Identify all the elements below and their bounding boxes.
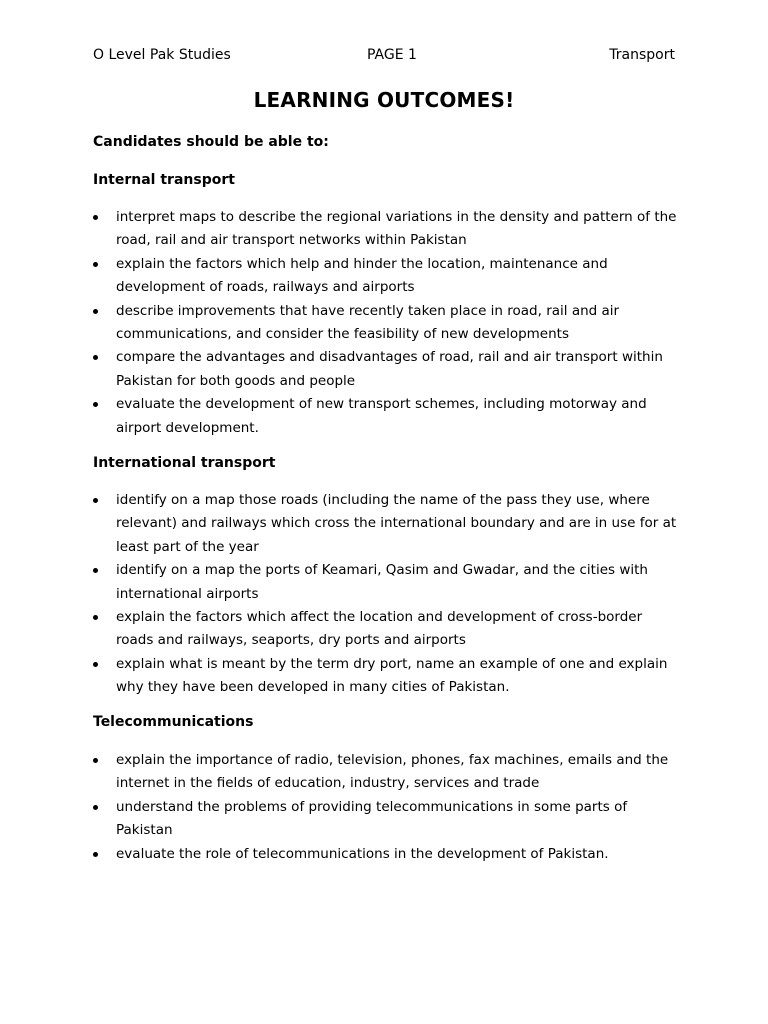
list-item-text: explain what is meant by the term dry port, name an example of one and explain why they have been developed in many cities of Pakistan.: [116, 655, 668, 696]
list-item-text: explain the importance of radio, television, phones, fax machines, emails and the internet in the fields of education, industry, services and trade: [116, 752, 669, 792]
telecommunications-list: [93, 749, 683, 866]
bullet-icon: [93, 402, 98, 407]
bullet-icon: [93, 498, 98, 503]
section-heading-international-transport: International transport: [93, 455, 276, 471]
section-heading-internal-transport: Internal transport: [93, 172, 235, 188]
list-item: [93, 843, 683, 866]
list-item: [93, 653, 683, 700]
list-item: [93, 606, 683, 653]
header-page-number: PAGE 1: [367, 47, 417, 63]
list-item: [93, 796, 683, 843]
list-item: [93, 346, 683, 393]
page-title: LEARNING OUTCOMES!: [253, 88, 515, 112]
list-item: [93, 253, 683, 300]
page-header: [93, 47, 675, 67]
list-item: [93, 393, 683, 440]
list-item: [93, 206, 683, 253]
header-topic: Transport: [609, 47, 675, 63]
bullet-icon: [93, 615, 98, 620]
list-item-text: evaluate the development of new transport schemes, including motorway and airport development.: [116, 396, 647, 436]
bullet-icon: [93, 309, 98, 314]
bullet-icon: [93, 262, 98, 267]
list-item-text: understand the problems of providing telecommunications in some parts of Pakistan: [116, 798, 628, 839]
list-item-text: interpret maps to describe the regional variations in the density and pattern of the road, rail and air transport networks within Pakistan: [116, 209, 677, 249]
list-item-text: identify on a map those roads (including the name of the pass they use, where relevant) and railways which cross the international boundary and are in use for at least part of the year: [116, 492, 677, 555]
list-item-text: explain the factors which affect the location and development of cross-border roads and railways, seaports, dry ports and airports: [116, 609, 643, 649]
bullet-icon: [93, 215, 98, 220]
internal-transport-list: [93, 206, 683, 440]
header-subject: O Level Pak Studies: [93, 47, 231, 63]
list-item-text: explain the factors which help and hinder the location, maintenance and development of roads, railways and airports: [116, 255, 608, 296]
list-item-text: evaluate the role of telecommunications in the development of Pakistan.: [116, 845, 609, 862]
intro-text: Candidates should be able to:: [93, 134, 329, 150]
bullet-icon: [93, 662, 98, 667]
list-item: [93, 559, 683, 606]
list-item-text: compare the advantages and disadvantages of road, rail and air transport within Pakistan for both goods and people: [116, 349, 663, 389]
bullet-icon: [93, 568, 98, 573]
list-item-text: describe improvements that have recently taken place in road, rail and air communications, and consider the feasibility of new developments: [116, 302, 620, 343]
list-item-text: identify on a map the ports of Keamari, Qasim and Gwadar, and the cities with international airports: [116, 562, 648, 602]
bullet-icon: [93, 852, 98, 857]
international-transport-list: [93, 489, 683, 700]
bullet-icon: [93, 805, 98, 810]
list-item: [93, 300, 683, 347]
section-heading-telecommunications: Telecommunications: [93, 714, 254, 730]
bullet-icon: [93, 355, 98, 360]
list-item: [93, 489, 683, 559]
bullet-icon: [93, 758, 98, 763]
list-item: [93, 749, 683, 796]
